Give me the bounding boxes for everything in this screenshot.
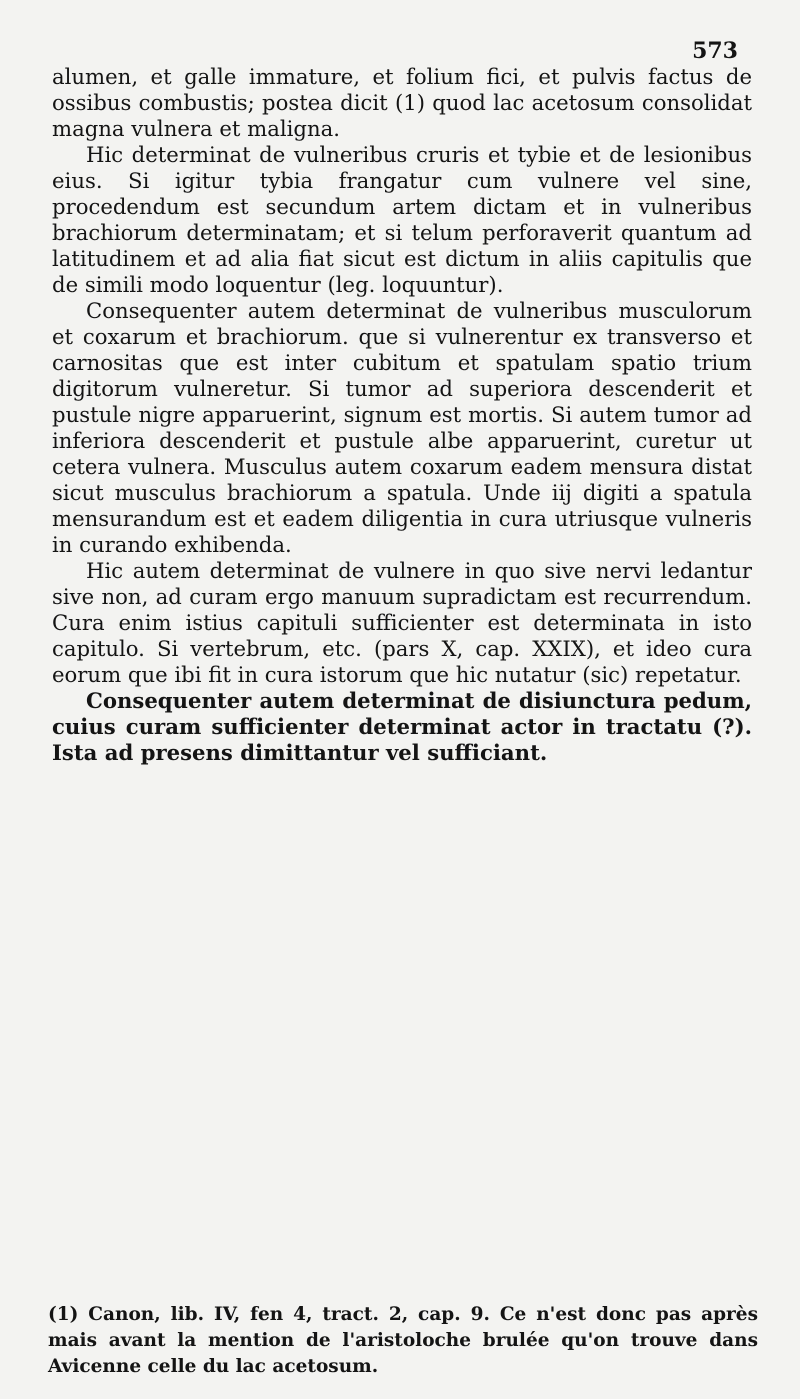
footnote: (1) Canon, lib. IV, fen 4, tract. 2, cap. 9. Ce n'est donc pas après mais avant la mention de l'aristoloche brulée qu'on trouve dans Avicenne celle du lac acetosum. — [48, 1304, 758, 1377]
paragraph-4: Hic autem determinat de vulnere in quo sive nervi ledantur sive non, ad curam ergo manuum supradictam est recurrendum. Cura enim istius capituli sufficienter est determinata in isto capitulo. Si vertebrum, etc. (pars X, cap. XXIX), et ideo cura eorum que ibi fit in cura istorum que hic nutatur (sic) repetatur. — [52, 558, 752, 687]
body-text — [52, 64, 752, 766]
page-number: 573 — [692, 38, 738, 64]
paragraph-1: alumen, et galle immature, et folium fici, et pulvis factus de ossibus combustis; postea dicit (1) quod lac acetosum consolidat magna vulnera et maligna. — [52, 64, 752, 141]
paragraph-3: Consequenter autem determinat de vulneribus musculorum et coxarum et brachiorum. que si vulnerentur ex transverso et carnositas que est inter cubitum et spatulam spatio trium digitorum vulneretur. Si tumor ad superiora descenderit et pustule nigre apparuerint, signum est mortis. Si autem tumor ad inferiora descenderit et pustule albe apparuerint, curetur ut cetera vulnera. Musculus autem coxarum eadem mensura distat sicut musculus brachiorum a spatula. Unde iij digiti a spatula mensurandum est et eadem diligentia in cura utriusque vulneris in curando exhibenda. — [52, 298, 752, 557]
bleed-through-decoration — [40, 780, 760, 807]
paragraph-2: Hic determinat de vulneribus cruris et tybie et de lesionibus eius. Si igitur tybia frangatur cum vulnere vel sine, procedendum est secundum artem dictam et in vulneribus brachiorum determinatam; et si telum perforaverit quantum ad latitudinem et ad alia fiat sicut est dictum in aliis capitulis que de simili modo loquentur (leg. loquuntur). — [52, 142, 752, 297]
paragraph-5: Consequenter autem determinat de disiunctura pedum, cuius curam sufficienter determinat actor in tractatu (?). Ista ad presens dimittantur vel sufficiant. — [52, 688, 752, 765]
